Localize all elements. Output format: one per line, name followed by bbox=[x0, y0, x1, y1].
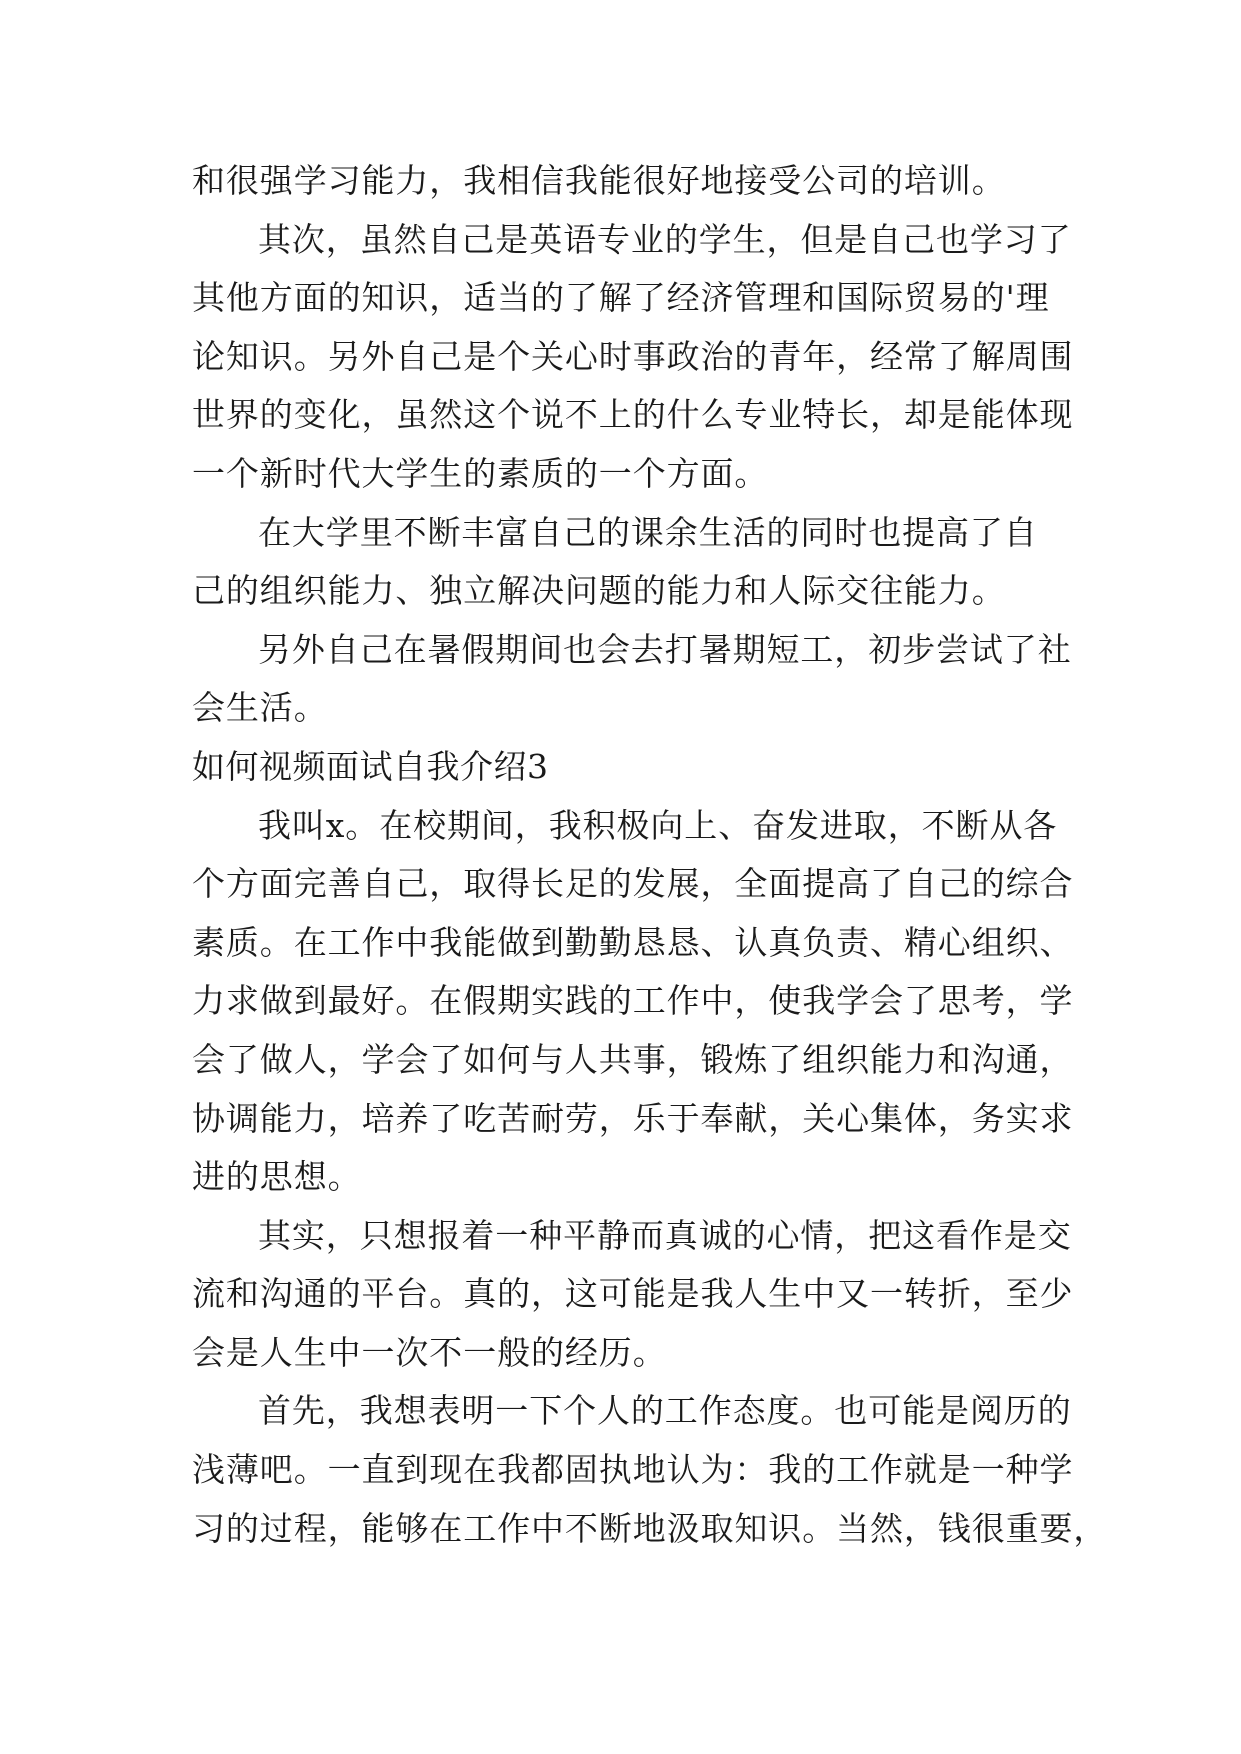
text-line: 素质。在工作中我能做到勤勤恳恳、认真负责、精心组织、 bbox=[192, 922, 1074, 962]
text-line: 力求做到最好。在假期实践的工作中，使我学会了思考，学 bbox=[192, 981, 1074, 1021]
paragraph-start-line: 在大学里不断丰富自己的课余生活的同时也提高了自 bbox=[258, 512, 1038, 552]
text-line: 其他方面的知识，适当的了解了经济管理和国际贸易的'理 bbox=[192, 278, 1050, 318]
document-page bbox=[192, 152, 1108, 1558]
text-line: 会是人生中一次不一般的经历。 bbox=[192, 1332, 667, 1372]
text-line: 流和沟通的平台。真的，这可能是我人生中又一转折，至少 bbox=[192, 1274, 1074, 1314]
text-line: 习的过程，能够在工作中不断地汲取知识。当然，钱很重要， bbox=[192, 1508, 1108, 1548]
text-line: 己的组织能力、独立解决问题的能力和人际交往能力。 bbox=[192, 571, 1006, 611]
text-line: 会了做人，学会了如何与人共事，锻炼了组织能力和沟通， bbox=[192, 1039, 1074, 1079]
paragraph-start-line: 其实，只想报着一种平静而真诚的心情，把这看作是交 bbox=[258, 1215, 1072, 1255]
text-line: 世界的变化，虽然这个说不上的什么专业特长，却是能体现 bbox=[192, 395, 1074, 435]
text-line: 会生活。 bbox=[192, 688, 328, 728]
text-line: 一个新时代大学生的素质的一个方面。 bbox=[192, 453, 769, 493]
text-line: 个方面完善自己，取得长足的发展，全面提高了自己的综合 bbox=[192, 864, 1074, 904]
section-heading: 如何视频面试自我介绍3 bbox=[192, 746, 549, 786]
text-line: 进的思想。 bbox=[192, 1157, 362, 1197]
paragraph-start-line: 首先，我想表明一下个人的工作态度。也可能是阅历的 bbox=[258, 1391, 1072, 1431]
paragraph-start-line: 我叫x。在校期间，我积极向上、奋发进取，不断从各 bbox=[258, 805, 1058, 845]
text-line: 论知识。另外自己是个关心时事政治的青年，经常了解周围 bbox=[192, 336, 1074, 376]
text-line: 协调能力，培养了吃苦耐劳，乐于奉献，关心集体，务实求 bbox=[192, 1098, 1074, 1138]
text-line: 浅薄吧。一直到现在我都固执地认为：我的工作就是一种学 bbox=[192, 1450, 1074, 1490]
text-line: 和很强学习能力，我相信我能很好地接受公司的培训。 bbox=[192, 161, 1006, 200]
paragraph-start-line: 其次，虽然自己是英语专业的学生，但是自己也学习了 bbox=[258, 219, 1072, 259]
paragraph-start-line: 另外自己在暑假期间也会去打暑期短工，初步尝试了社 bbox=[258, 629, 1072, 669]
